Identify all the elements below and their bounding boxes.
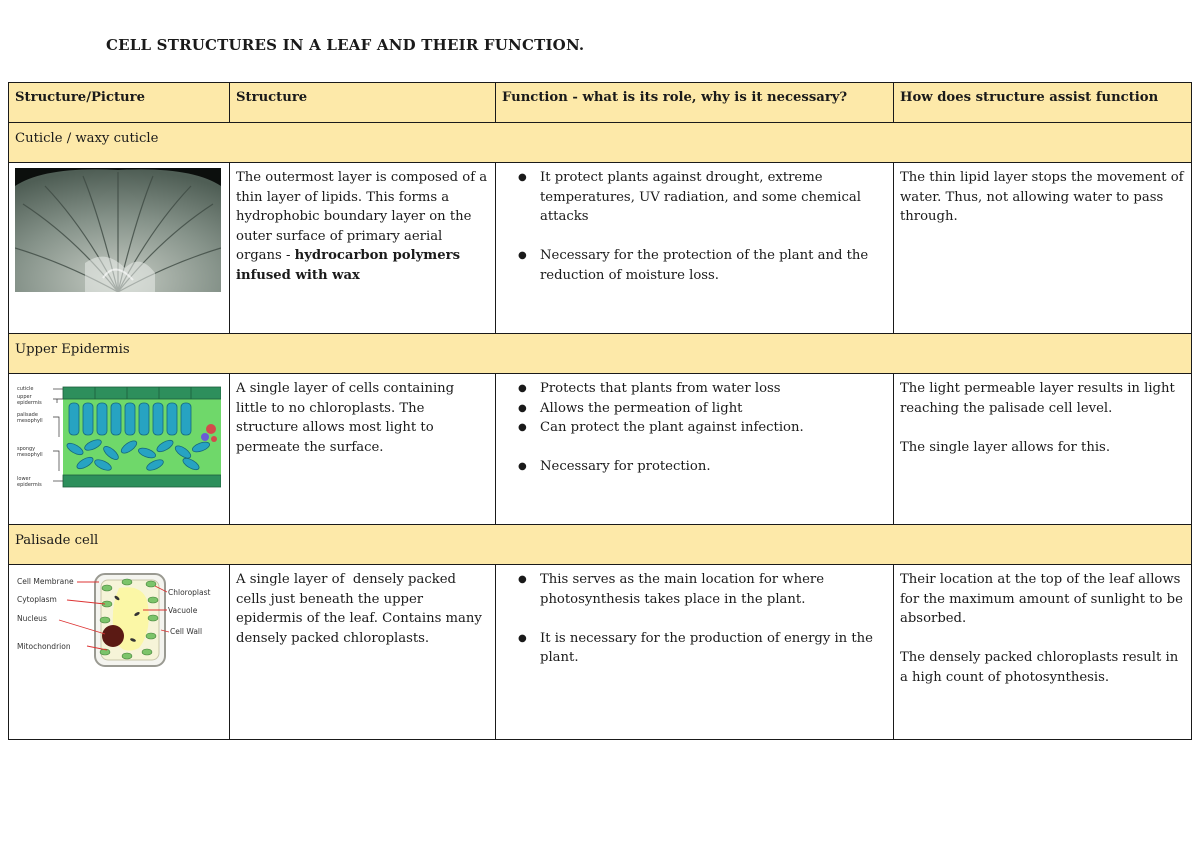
header-structure: Structure xyxy=(230,83,496,123)
assist-cell xyxy=(894,374,1192,525)
svg-text:mesophyll: mesophyll xyxy=(17,418,43,424)
assist-text: The single layer allows for this. xyxy=(900,439,1111,455)
assist-cell xyxy=(894,163,1192,334)
svg-text:epidermis: epidermis xyxy=(17,400,42,406)
structure-text: A single layer of densely packed cells just beneath the upper epidermis of the leaf. Contains many densely packed chloroplasts. xyxy=(236,572,487,646)
table-header-row xyxy=(9,83,1192,123)
assist-text: Their location at the top of the leaf allows for the maximum amount of sunlight to be absorbed. xyxy=(900,572,1183,626)
function-cell xyxy=(496,565,894,740)
structure-cell xyxy=(230,565,496,740)
assist-text: The densely packed chloroplasts result in a high count of photosynthesis. xyxy=(900,650,1179,685)
svg-text:Cell Membrane: Cell Membrane xyxy=(17,577,74,586)
svg-text:Cytoplasm: Cytoplasm xyxy=(17,595,57,604)
assist-text: The light permeable layer results in light reaching the palisade cell level. xyxy=(900,381,1175,416)
section-title-cuticle: Cuticle / waxy cuticle xyxy=(9,123,1192,163)
function-bullet: ● It protect plants against drought, extreme temperatures, UV radiation, and some chemical attacks xyxy=(518,168,887,227)
function-cell xyxy=(496,163,894,334)
picture-cell xyxy=(9,163,230,334)
document-title: CELL STRUCTURES IN A LEAF AND THEIR FUNCTION. xyxy=(106,36,585,54)
svg-text:lower: lower xyxy=(17,476,31,482)
palisade-cell-diagram xyxy=(15,570,221,670)
section-row xyxy=(9,525,1192,565)
assist-text: The thin lipid layer stops the movement of water. Thus, not allowing water to pass through. xyxy=(900,170,1184,224)
picture-cell xyxy=(9,374,230,525)
section-title-upper-epidermis: Upper Epidermis xyxy=(9,334,1192,374)
section-title-palisade-cell: Palisade cell xyxy=(9,525,1192,565)
svg-text:upper: upper xyxy=(17,394,32,400)
function-bullet: ● Necessary for protection. xyxy=(518,457,887,477)
table-row xyxy=(9,163,1192,334)
svg-text:Nucleus: Nucleus xyxy=(17,614,47,623)
function-bullet: ● Allows the permeation of light xyxy=(518,399,887,419)
structure-text: The outermost layer is composed of a thin layer of lipids. This forms a hydrophobic boundary layer on the outer surface of primary aerial organs - xyxy=(236,170,488,263)
function-cell xyxy=(496,374,894,525)
function-bullet: ● Can protect the plant against infection. xyxy=(518,418,887,438)
function-bullet: ● Protects that plants from water loss xyxy=(518,379,887,399)
table-row xyxy=(9,565,1192,740)
assist-cell xyxy=(894,565,1192,740)
svg-text:epidermis: epidermis xyxy=(17,482,42,488)
header-assist: How does structure assist function xyxy=(894,83,1192,123)
table-row xyxy=(9,374,1192,525)
svg-text:Chloroplast: Chloroplast xyxy=(168,588,211,597)
svg-text:palisade: palisade xyxy=(17,412,38,418)
cell-structures-table xyxy=(8,82,1192,740)
svg-text:Vacuole: Vacuole xyxy=(168,606,198,615)
structure-text: A single layer of cells containing little to no chloroplasts. The structure allows most light to permeate the surface. xyxy=(236,381,455,455)
leaf-cuticle-photo xyxy=(15,168,221,292)
svg-text:spongy: spongy xyxy=(17,446,36,452)
structure-cell xyxy=(230,163,496,334)
function-bullet: ● This serves as the main location for where photosynthesis takes place in the plant. xyxy=(518,570,887,609)
function-bullet: ● Necessary for the protection of the plant and the reduction of moisture loss. xyxy=(518,246,887,285)
leaf-cross-section-diagram xyxy=(15,379,221,497)
section-row xyxy=(9,123,1192,163)
svg-text:mesophyll: mesophyll xyxy=(17,452,43,458)
section-row xyxy=(9,334,1192,374)
header-function: Function - what is its role, why is it necessary? xyxy=(496,83,894,123)
svg-text:Mitochondrion: Mitochondrion xyxy=(17,642,71,651)
header-structure-picture: Structure/Picture xyxy=(9,83,230,123)
structure-text-bold: hydrocarbon polymers infused with wax xyxy=(236,248,460,283)
picture-cell xyxy=(9,565,230,740)
function-bullet: ● It is necessary for the production of energy in the plant. xyxy=(518,629,887,668)
svg-text:Cell Wall: Cell Wall xyxy=(170,627,203,636)
structure-cell xyxy=(230,374,496,525)
svg-text:cuticle: cuticle xyxy=(17,386,34,392)
